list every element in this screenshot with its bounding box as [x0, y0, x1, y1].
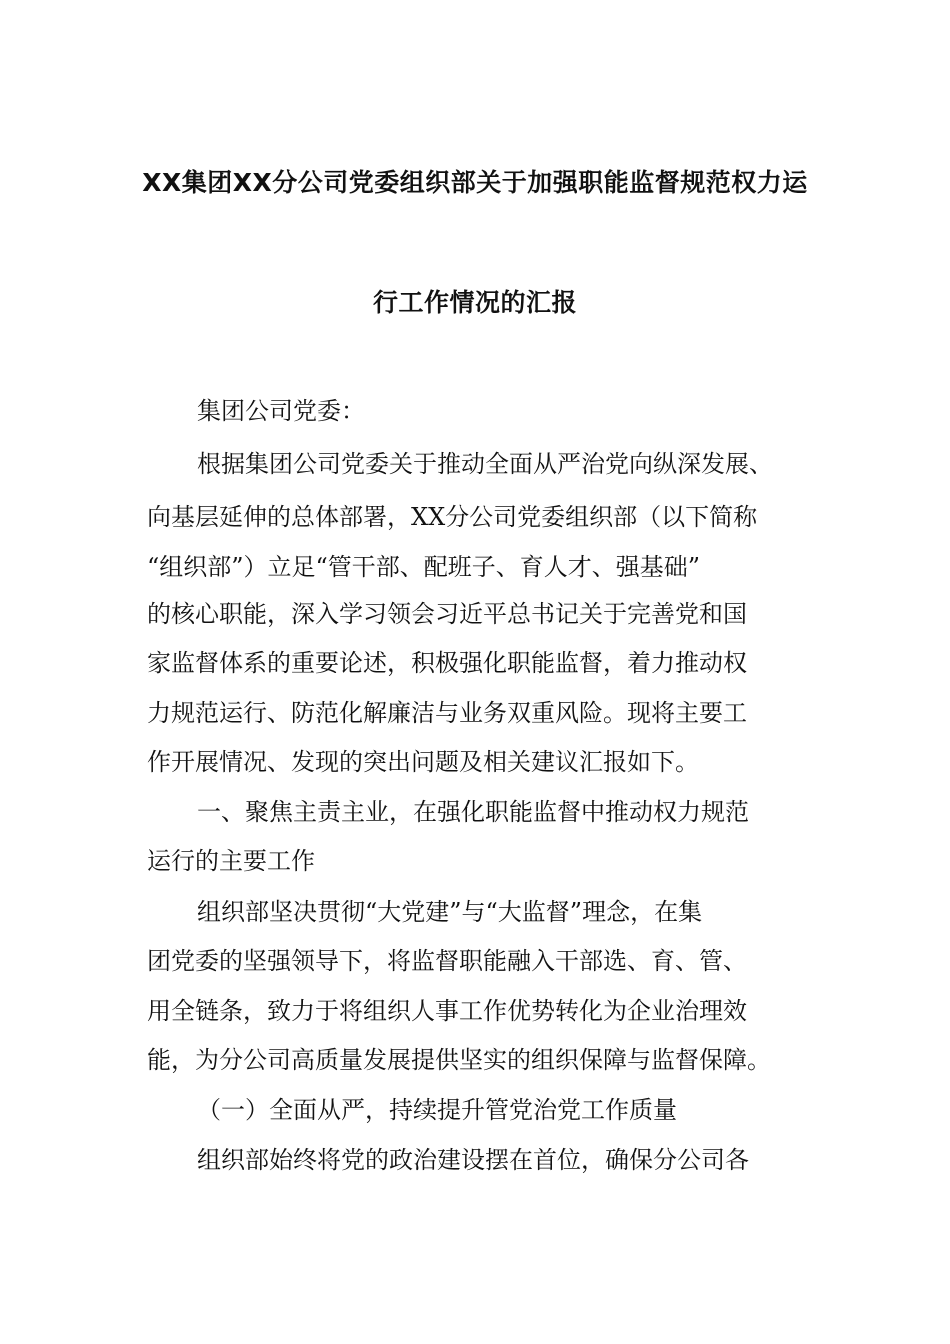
paragraph-line: 力规范运行、防范化解廉洁与业务双重风险。现将主要工: [147, 699, 747, 727]
paragraph-line: 的核心职能，深入学习领会习近平总书记关于完善党和国: [147, 600, 747, 628]
section-heading-line: 运行的主要工作: [147, 847, 315, 875]
paragraph-line: 能，为分公司高质量发展提供坚实的组织保障与监督保障。: [147, 1046, 771, 1074]
paragraph-line: 向基层延伸的总体部署，XX分公司党委组织部（以下简称: [147, 503, 758, 531]
document-title-line-1: XX集团XX分公司党委组织部关于加强职能监督规范权力运: [142, 168, 808, 197]
paragraph-line: 组织部坚决贯彻“大党建”与“大监督”理念，在集: [197, 898, 703, 926]
paragraph-line: “组织部”）立足“管干部、配班子、育人才、强基础”: [147, 553, 701, 581]
paragraph-line: 家监督体系的重要论述，积极强化职能监督，着力推动权: [147, 649, 747, 677]
paragraph-line: 根据集团公司党委关于推动全面从严治党向纵深发展、: [197, 450, 773, 478]
paragraph-line: 组织部始终将党的政治建设摆在首位，确保分公司各: [197, 1146, 749, 1174]
paragraph-line: 作开展情况、发现的突出问题及相关建议汇报如下。: [147, 748, 699, 776]
paragraph-line: 团党委的坚强领导下，将监督职能融入干部选、育、管、: [147, 947, 747, 975]
document-title-line-2: 行工作情况的汇报: [372, 288, 577, 317]
section-heading-line: 一、聚焦主责主业，在强化职能监督中推动权力规范: [197, 798, 749, 826]
salutation: 集团公司党委：: [197, 397, 365, 425]
paragraph-line: 用全链条，致力于将组织人事工作优势转化为企业治理效: [147, 997, 747, 1025]
subsection-heading: （一）全面从严，持续提升管党治党工作质量: [197, 1096, 677, 1124]
